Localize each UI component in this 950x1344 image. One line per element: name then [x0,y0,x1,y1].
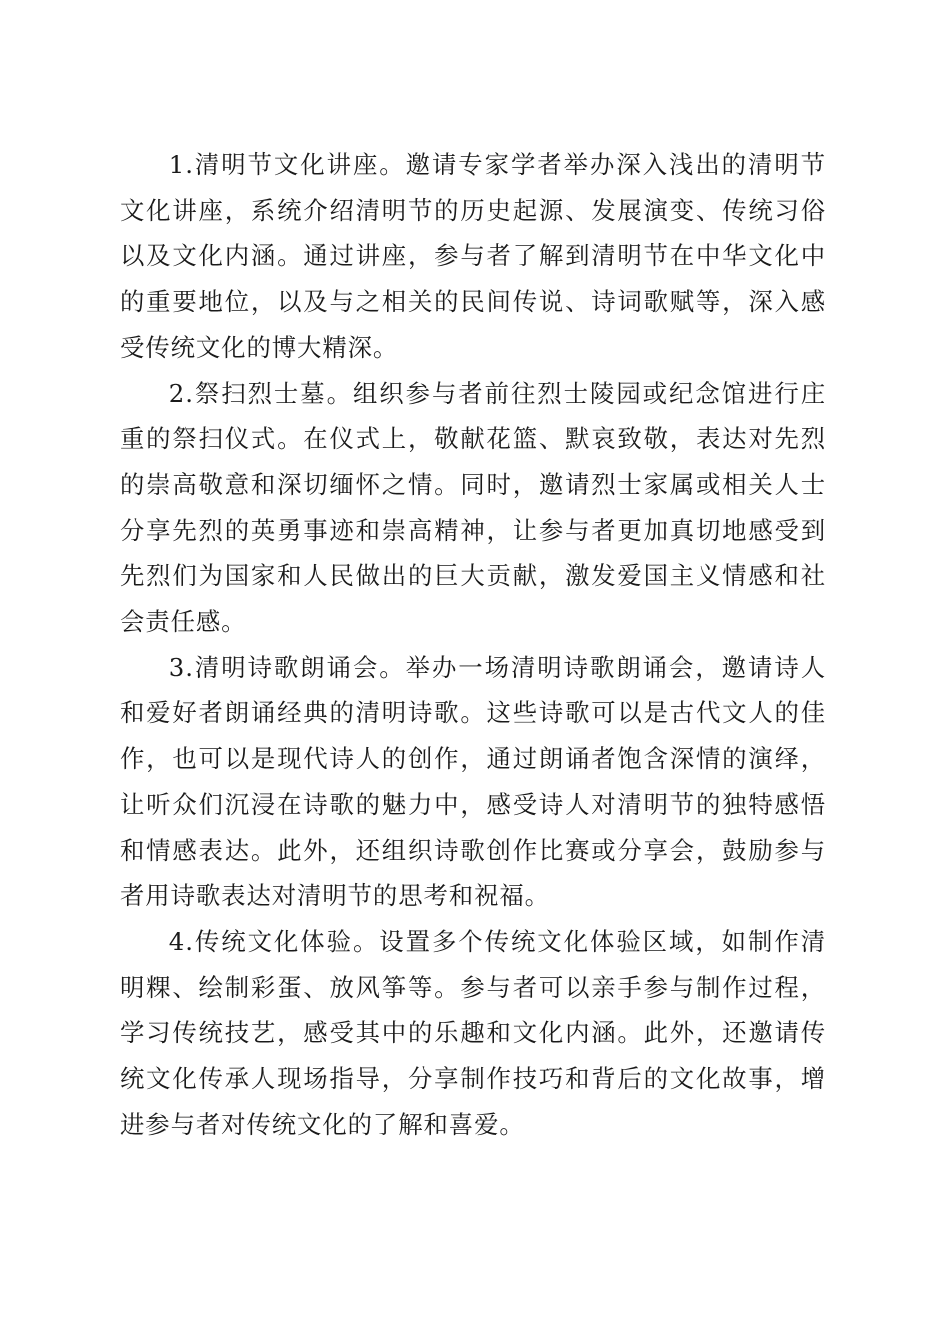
paragraph-lecture: 1.清明节文化讲座。邀请专家学者举办深入浅出的清明节文化讲座，系统介绍清明节的历史起源、发展演变、传统习俗以及文化内涵。通过讲座，参与者了解到清明节在中华文化中的重要地位，以及与之相关的民间传说、诗词歌赋等，深入感受传统文化的博大精深。 [120,150,826,362]
paragraph-poetry-recital: 3.清明诗歌朗诵会。举办一场清明诗歌朗诵会，邀请诗人和爱好者朗诵经典的清明诗歌。这些诗歌可以是古代文人的佳作，也可以是现代诗人的创作，通过朗诵者饱含深情的演绎，让听众们沉浸在诗歌的魅力中，感受诗人对清明节的独特感悟和情感表达。此外，还组织诗歌创作比赛或分享会，鼓励参与者用诗歌表达对清明节的思考和祝福。 [120,652,826,911]
document-body [120,142,826,1147]
paragraph-martyr-tomb: 2.祭扫烈士墓。组织参与者前往烈士陵园或纪念馆进行庄重的祭扫仪式。在仪式上，敬献花篮、默哀致敬，表达对先烈的崇高敬意和深切缅怀之情。同时，邀请烈士家属或相关人士分享先烈的英勇事迹和崇高精神，让参与者更加真切地感受到先烈们为国家和人民做出的巨大贡献，激发爱国主义情感和社会责任感。 [120,378,826,637]
paragraph-culture-experience: 4.传统文化体验。设置多个传统文化体验区域，如制作清明粿、绘制彩蛋、放风筝等。参与者可以亲手参与制作过程，学习传统技艺，感受其中的乐趣和文化内涵。此外，还邀请传统文化传承人现场指导，分享制作技巧和背后的文化故事，增进参与者对传统文化的了解和喜爱。 [120,926,826,1139]
